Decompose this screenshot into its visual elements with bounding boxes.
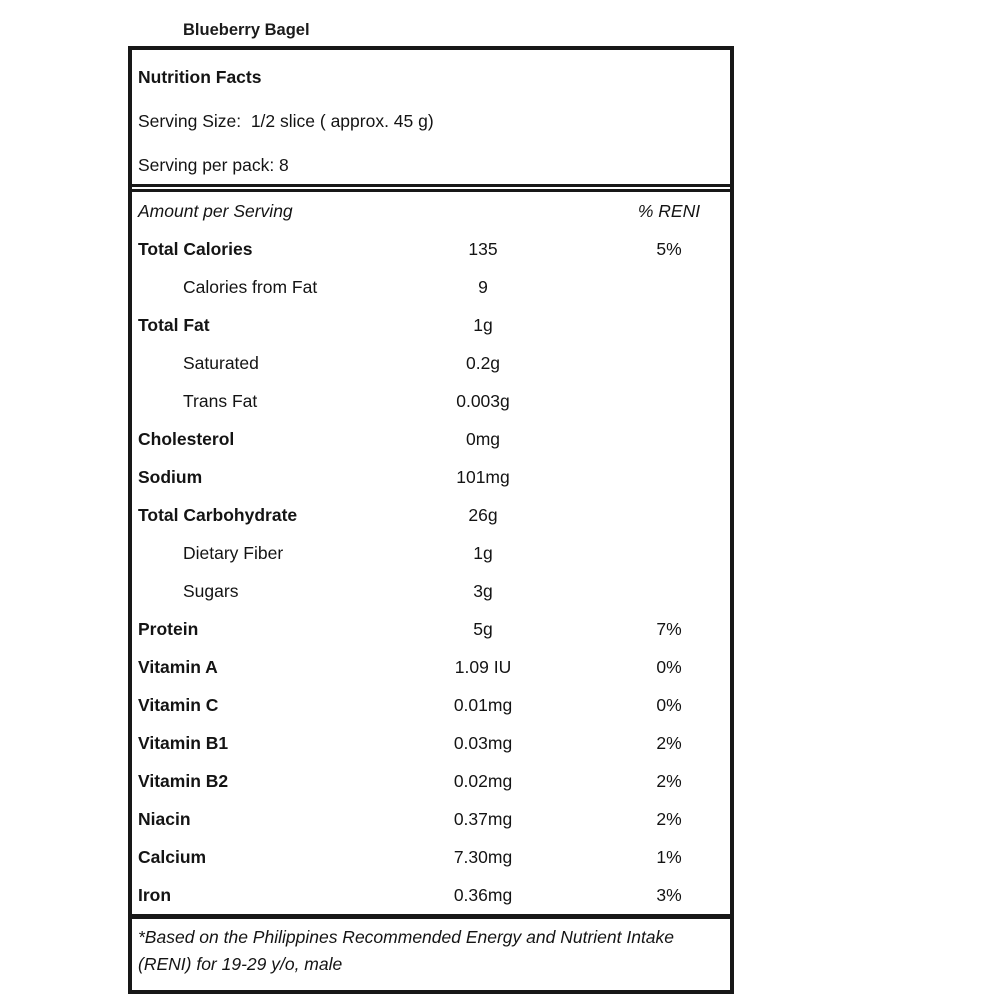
- nutrient-name: Protein: [138, 618, 199, 639]
- nutrient-name: Calcium: [138, 846, 207, 867]
- nutrient-value: 0.03mg: [453, 732, 513, 753]
- nutrient-value: 9: [478, 276, 488, 297]
- table-row-total-carbohydrate: [132, 496, 730, 534]
- nutrient-reni: 3%: [656, 884, 682, 905]
- nutrition-facts-box: [128, 46, 734, 994]
- table-row-calories-from-fat: [132, 268, 730, 306]
- nutrient-value: 0.02mg: [453, 770, 513, 791]
- table-row-total-calories: [132, 230, 730, 268]
- nutrition-facts-heading: Nutrition Facts: [138, 66, 262, 87]
- amount-per-serving-header: Amount per Serving: [138, 200, 293, 221]
- nutrient-value: 5g: [473, 618, 493, 639]
- table-row-vitamin-b1: [132, 724, 730, 762]
- nutrient-value: 1.09 IU: [454, 656, 512, 677]
- table-row-vitamin-c: [132, 686, 730, 724]
- nutrient-value: 1g: [473, 314, 493, 335]
- table-row-cholesterol: [132, 420, 730, 458]
- reni-column-header: % RENI: [637, 200, 701, 221]
- table-row-trans-fat: [132, 382, 730, 420]
- nutrient-name: Vitamin B1: [138, 732, 229, 753]
- footnote-line-1: *Based on the Philippines Recommended Energy and Nutrient Intake: [138, 927, 675, 947]
- nutrient-value: 101mg: [456, 466, 510, 487]
- serving-per-pack-line: Serving per pack: 8: [138, 154, 289, 175]
- nutrient-name: Vitamin C: [138, 694, 219, 715]
- nutrient-name: Saturated: [183, 352, 259, 373]
- nutrient-reni: 2%: [656, 732, 682, 753]
- serving-size-line: Serving Size: 1/2 slice ( approx. 45 g): [138, 110, 434, 131]
- nutrient-reni: 5%: [656, 238, 682, 259]
- label-header-section: [132, 50, 730, 187]
- nutrient-name: Dietary Fiber: [183, 542, 284, 563]
- table-row-saturated: [132, 344, 730, 382]
- nutrient-name: Total Calories: [138, 238, 253, 259]
- nutrient-value: 0.37mg: [453, 808, 513, 829]
- nutrient-value: 26g: [468, 504, 498, 525]
- nutrient-reni: 0%: [656, 694, 682, 715]
- table-row-total-fat: [132, 306, 730, 344]
- nutrient-value: 7.30mg: [453, 846, 513, 867]
- footnote-line-2: (RENI) for 19-29 y/o, male: [138, 954, 343, 974]
- reni-footnote: [132, 914, 730, 978]
- nutrient-name: Vitamin A: [138, 656, 218, 677]
- nutrient-table: [132, 189, 730, 914]
- nutrient-value: 0.36mg: [453, 884, 513, 905]
- nutrient-reni: 7%: [656, 618, 682, 639]
- table-row-protein: [132, 610, 730, 648]
- nutrient-name: Iron: [138, 884, 172, 905]
- nutrient-name: Trans Fat: [183, 390, 258, 411]
- nutrient-name: Vitamin B2: [138, 770, 229, 791]
- table-row-vitamin-b2: [132, 762, 730, 800]
- product-title: Blueberry Bagel: [183, 21, 310, 39]
- nutrient-value: 0mg: [465, 428, 501, 449]
- nutrient-value: 135: [468, 238, 498, 259]
- table-row-vitamin-a: [132, 648, 730, 686]
- table-row-niacin: [132, 800, 730, 838]
- nutrient-value: 0.003g: [456, 390, 510, 411]
- nutrient-value: 1g: [473, 542, 493, 563]
- nutrient-name: Total Fat: [138, 314, 210, 335]
- nutrient-name: Cholesterol: [138, 428, 235, 449]
- nutrient-reni: 2%: [656, 808, 682, 829]
- nutrient-reni: 2%: [656, 770, 682, 791]
- nutrient-name: Sugars: [183, 580, 239, 601]
- nutrient-reni: 0%: [656, 656, 682, 677]
- nutrient-value: 0.01mg: [453, 694, 513, 715]
- table-row-calcium: [132, 838, 730, 876]
- nutrient-reni: 1%: [656, 846, 682, 867]
- table-row-sugars: [132, 572, 730, 610]
- table-row-dietary-fiber: [132, 534, 730, 572]
- nutrient-name: Calories from Fat: [183, 276, 318, 297]
- nutrient-name: Sodium: [138, 466, 203, 487]
- nutrient-value: 3g: [473, 580, 493, 601]
- table-column-header-row: [132, 192, 730, 230]
- nutrient-name: Total Carbohydrate: [138, 504, 298, 525]
- table-row-iron: [132, 876, 730, 914]
- table-row-sodium: [132, 458, 730, 496]
- nutrient-name: Niacin: [138, 808, 191, 829]
- nutrient-value: 0.2g: [465, 352, 501, 373]
